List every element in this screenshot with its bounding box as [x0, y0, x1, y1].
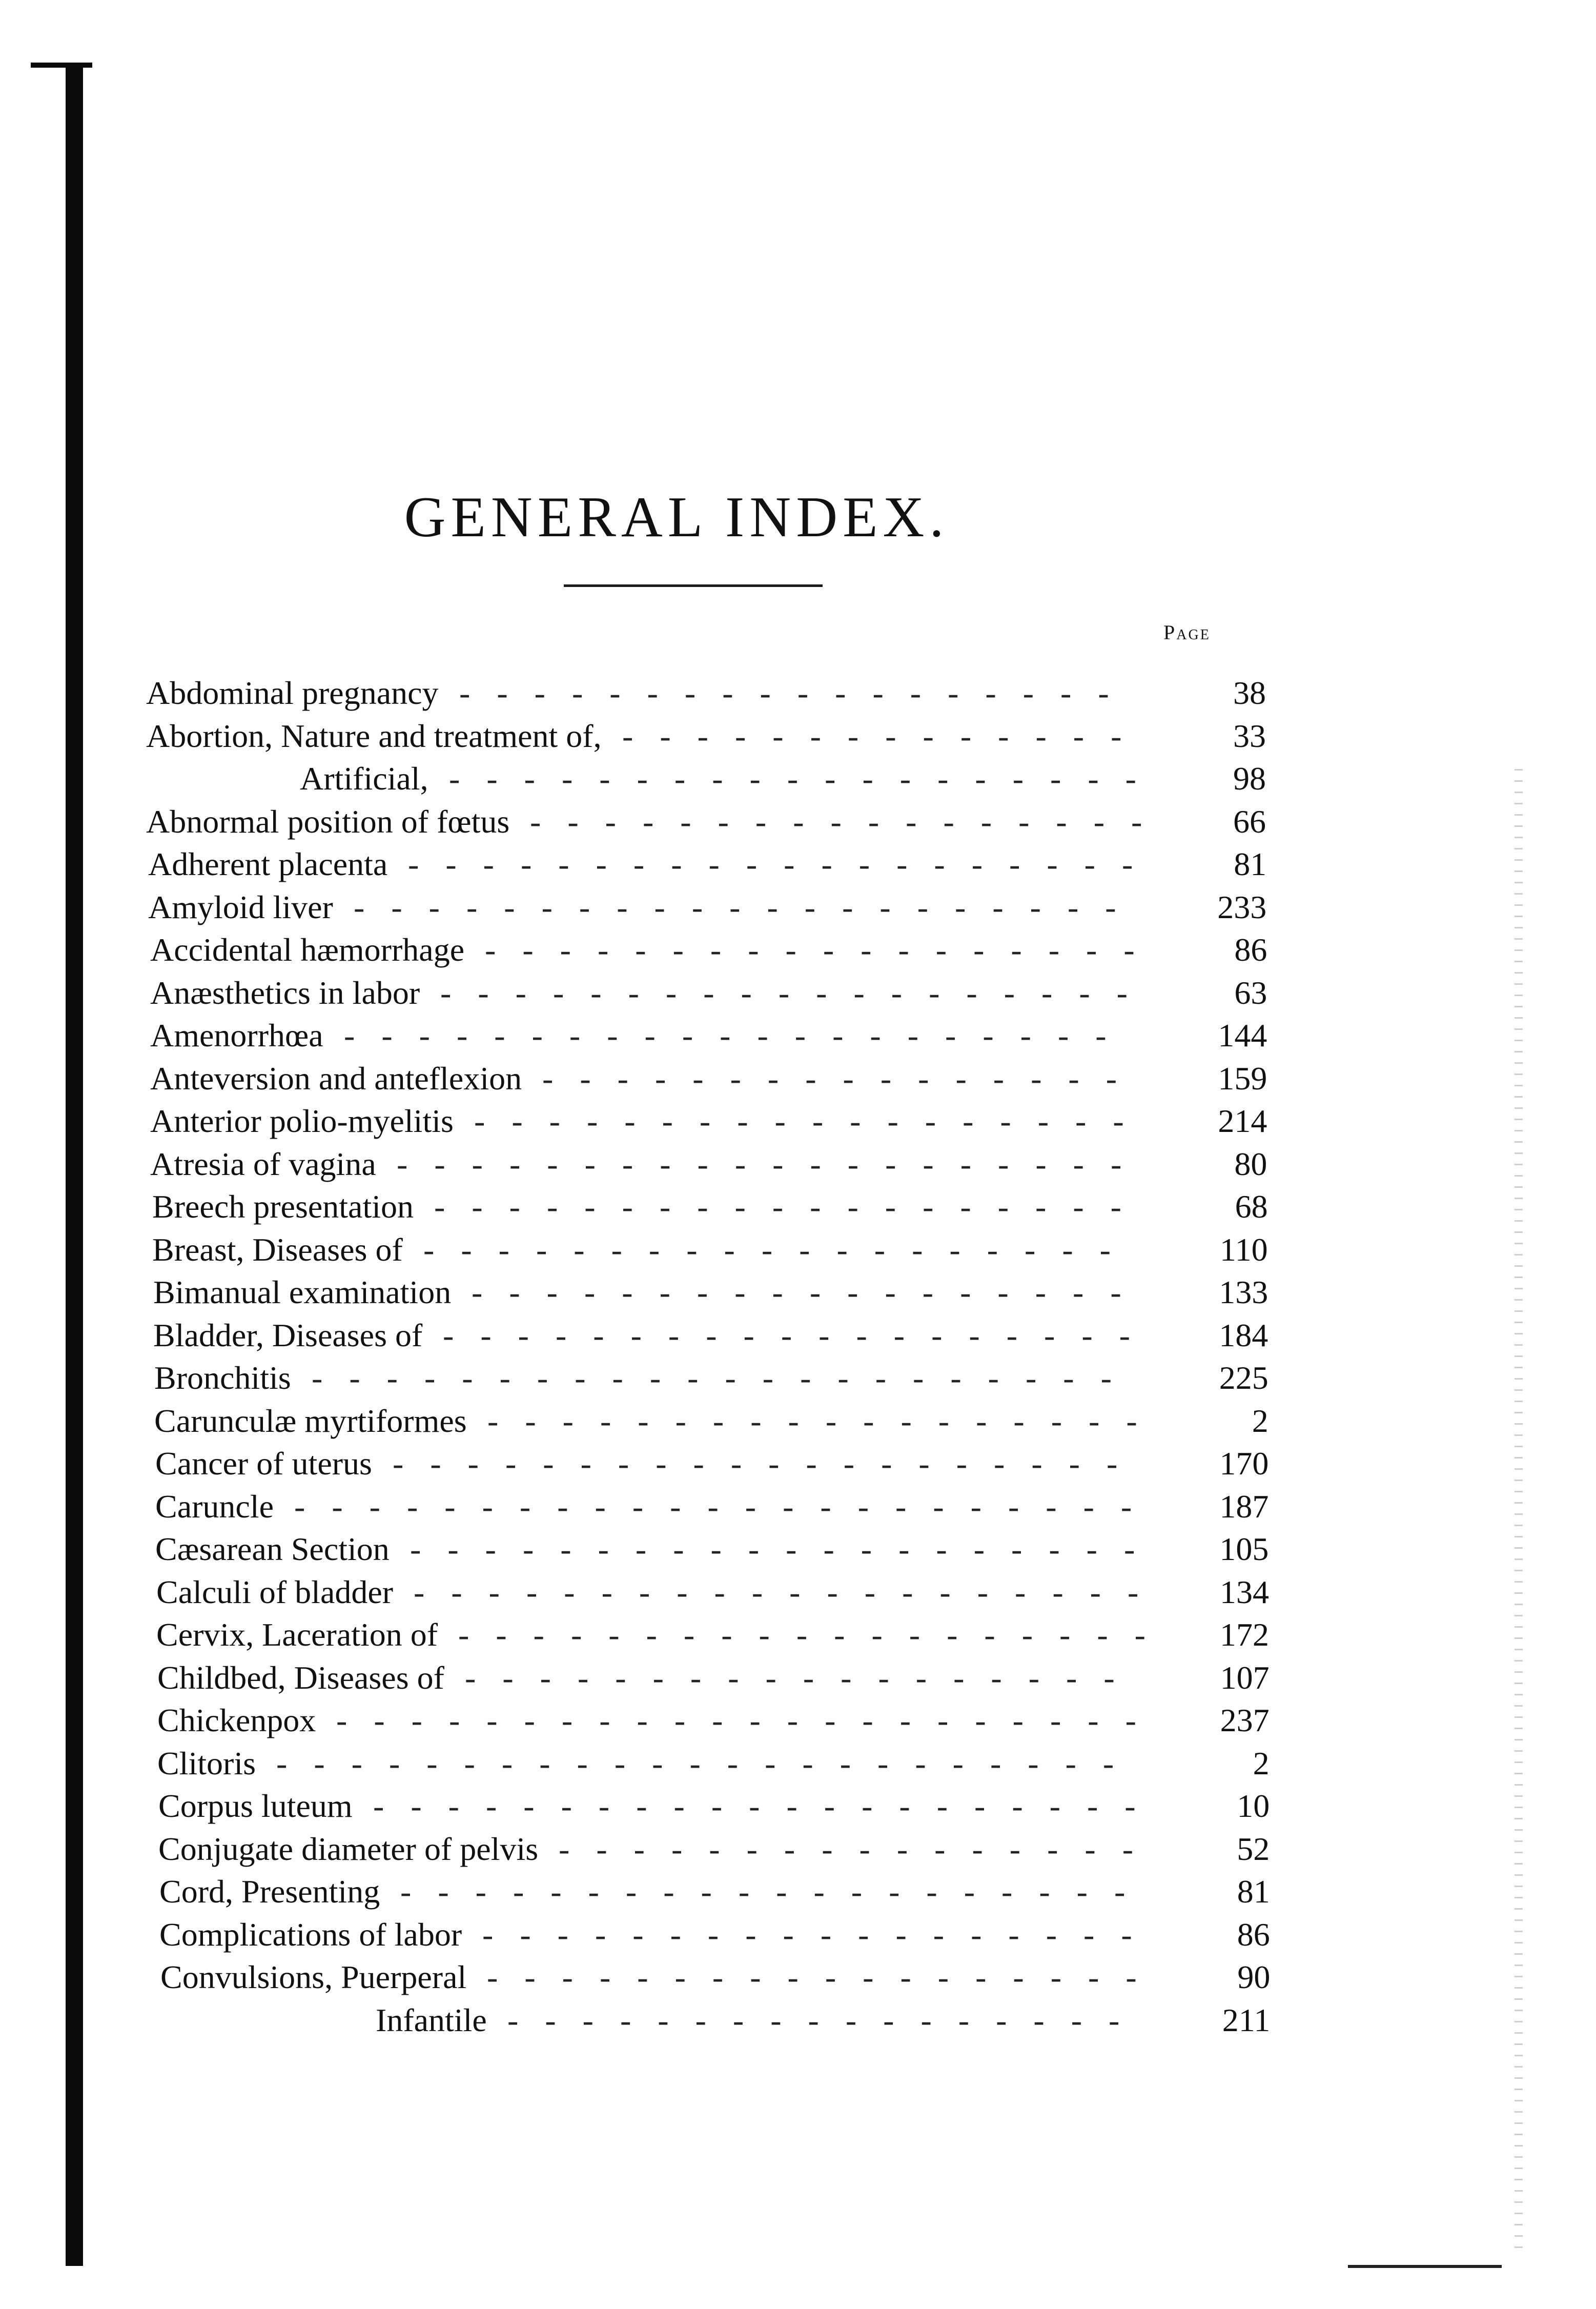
dot-leader: -------------------- [410, 1531, 1162, 1567]
index-entry-label: Cord, Presenting [159, 1873, 380, 1910]
index-entry-page: 52 [1237, 1830, 1270, 1867]
page-title: GENERAL INDEX. [404, 485, 949, 550]
dot-leader: ------------------ [465, 1659, 1141, 1696]
index-entry [0, 928, 1333, 971]
index-entry [0, 1828, 1333, 1871]
index-entry-label: Convulsions, Puerperal [160, 1959, 467, 1995]
dot-leader: -------------------- [393, 1445, 1144, 1482]
index-entry [0, 1613, 1333, 1656]
index-entry-label: Bimanual examination [153, 1274, 452, 1310]
index-entry [0, 1999, 1333, 2042]
page-edge-marks [1515, 769, 1523, 2256]
dot-leader: ------------------- [443, 1316, 1157, 1353]
index-entry-label: Carunculæ myrtiformes [154, 1402, 467, 1439]
index-entry-page: 134 [1220, 1573, 1269, 1610]
index-entry [0, 672, 1333, 715]
index-entry [0, 1400, 1333, 1443]
index-entry-label: Cervix, Laceration of [156, 1616, 438, 1653]
index-entry-page: 90 [1237, 1959, 1271, 1995]
dot-leader: ------------------- [449, 760, 1163, 797]
index-entry-page: 81 [1234, 846, 1267, 882]
dot-leader: -------------------- [397, 1145, 1149, 1182]
dot-leader: ------------------ [482, 1916, 1159, 1953]
index-entry-label: Infantile [376, 2001, 487, 2038]
index-entry-page: 110 [1219, 1231, 1268, 1268]
index-entry-label: Anterior polio-myelitis [150, 1103, 454, 1139]
index-entry-page: 159 [1218, 1060, 1267, 1097]
index-entry [0, 1485, 1333, 1528]
index-entry [0, 1699, 1333, 1742]
index-entry-label: Breech presentation [152, 1188, 414, 1225]
index-entry-label: Cancer of uterus [155, 1445, 372, 1482]
index-entry-label: Amyloid liver [148, 888, 333, 925]
index-entry [0, 886, 1333, 929]
index-entry [0, 1271, 1333, 1314]
index-entry-page: 38 [1233, 675, 1266, 711]
dot-leader: ------------------ [487, 1402, 1164, 1439]
index-entry [0, 1956, 1333, 1999]
index-entry-label: Corpus luteum [158, 1788, 353, 1824]
index-entry [0, 715, 1333, 758]
index-entry [0, 1528, 1333, 1571]
dot-leader: -------------------- [414, 1573, 1165, 1610]
index-entry-page: 81 [1237, 1873, 1270, 1910]
index-entry-label: Calculi of bladder [156, 1573, 394, 1610]
index-entry [0, 1442, 1333, 1485]
index-entry-label: Clitoris [157, 1745, 256, 1781]
title-rule [564, 584, 823, 587]
dot-leader: ------------------- [434, 1188, 1148, 1225]
index-entry-label: Conjugate diameter of pelvis [158, 1830, 539, 1867]
dot-leader: ---------------------- [312, 1360, 1138, 1396]
index-entry-page: 86 [1237, 1916, 1270, 1953]
index-entry-page: 233 [1217, 888, 1267, 925]
index-entry-label: Anæsthetics in labor [150, 974, 420, 1011]
index-entry-page: 225 [1219, 1360, 1268, 1396]
index-entry-label: Artificial, [300, 760, 428, 797]
index-entry-page: 107 [1220, 1659, 1270, 1696]
index-entry-label: Breast, Diseases of [152, 1231, 403, 1268]
dot-leader: -------------- [622, 717, 1149, 754]
dot-leader: ------------------ [487, 1959, 1163, 1995]
index-entry-page: 66 [1233, 803, 1266, 840]
index-entry-page: 10 [1237, 1788, 1270, 1824]
dot-leader: ------------------ [472, 1274, 1148, 1310]
index-entry-label: Complications of labor [159, 1916, 462, 1953]
index-entry-page: 68 [1235, 1188, 1268, 1225]
dot-leader: ------------------ [459, 675, 1136, 711]
binding-edge-top [31, 63, 92, 68]
index-entry-label: Abortion, Nature and treatment of, [146, 717, 602, 754]
index-entry-page: 133 [1219, 1274, 1268, 1310]
bottom-edge-rule [1348, 2265, 1502, 2268]
dot-leader: ----------------------- [276, 1745, 1141, 1781]
index-entry [0, 1356, 1333, 1400]
index-entry-label: Amenorrhœa [150, 1017, 323, 1054]
index-entry-label: Adherent placenta [148, 846, 388, 882]
index-entry-page: 172 [1220, 1616, 1269, 1653]
index-entry-page: 86 [1234, 931, 1267, 968]
index-entry-page: 33 [1233, 717, 1266, 754]
index-entry [0, 800, 1333, 843]
index-entry [0, 1185, 1333, 1228]
index-entry-label: Bronchitis [154, 1360, 291, 1396]
index-entry [0, 1143, 1333, 1186]
index-entry-label: Abnormal position of fœtus [146, 803, 510, 840]
index-entry-page: 214 [1218, 1103, 1267, 1139]
index-entry [0, 1100, 1333, 1143]
index-entry [0, 1870, 1333, 1913]
index-entry-label: Cæsarean Section [155, 1531, 390, 1567]
index-entry [0, 1913, 1333, 1956]
index-entry [0, 1656, 1333, 1699]
index-entry [0, 1314, 1333, 1357]
page-column-heading: Page [1163, 621, 1211, 644]
index-entry-label: Anteversion and anteflexion [150, 1060, 522, 1097]
index-entry-page: 187 [1219, 1488, 1269, 1525]
index-entry [0, 1014, 1333, 1057]
index-entry-page: 80 [1234, 1145, 1267, 1182]
dot-leader: -------------------- [408, 846, 1160, 882]
index-entry-label: Childbed, Diseases of [157, 1659, 444, 1696]
index-entry-label: Atresia of vagina [150, 1145, 376, 1182]
dot-leader: --------------------- [373, 1788, 1162, 1824]
dot-leader: ----------------------- [294, 1488, 1159, 1525]
index-entry-page: 2 [1253, 1745, 1270, 1781]
dot-leader: ---------------------- [336, 1702, 1163, 1738]
index-entry-page: 63 [1234, 974, 1267, 1011]
index-entry [0, 757, 1333, 800]
dot-leader: ------------------ [474, 1103, 1151, 1139]
index-entry [0, 971, 1333, 1015]
dot-leader: ------------------ [485, 931, 1161, 968]
index-entry [0, 1057, 1333, 1100]
dot-leader: ---------------- [542, 1060, 1143, 1097]
dot-leader: --------------------- [344, 1017, 1133, 1054]
index-entry [0, 1228, 1333, 1271]
index-entry [0, 1742, 1333, 1785]
index-entry-page: 144 [1218, 1017, 1267, 1054]
index-entry [0, 1571, 1333, 1614]
index-entry-page: 237 [1220, 1702, 1270, 1738]
index-entry-page: 98 [1233, 760, 1266, 797]
dot-leader: -------------------- [400, 1873, 1152, 1910]
index-entry-page: 184 [1219, 1316, 1268, 1353]
dot-leader: ---------------- [559, 1830, 1160, 1867]
dot-leader: ----------------- [530, 803, 1169, 840]
dot-leader: ------------------- [440, 974, 1154, 1011]
index-entry-page: 170 [1219, 1445, 1269, 1482]
index-entry [0, 843, 1333, 886]
index-entry-page: 105 [1219, 1531, 1269, 1567]
index-entry-label: Accidental hæmorrhage [150, 931, 465, 968]
index-entry-label: Caruncle [155, 1488, 274, 1525]
dot-leader: ----------------- [507, 2001, 1147, 2038]
dot-leader: --------------------- [354, 888, 1143, 925]
index-entry-page: 2 [1252, 1402, 1268, 1439]
index-entry-label: Abdominal pregnancy [146, 675, 439, 711]
index-entry-page: 211 [1222, 2001, 1271, 2038]
index-entry [0, 1785, 1333, 1828]
index-entry-label: Bladder, Diseases of [153, 1316, 423, 1353]
dot-leader: ------------------- [458, 1616, 1172, 1653]
index-entry-label: Chickenpox [157, 1702, 316, 1738]
dot-leader: ------------------- [423, 1231, 1137, 1268]
